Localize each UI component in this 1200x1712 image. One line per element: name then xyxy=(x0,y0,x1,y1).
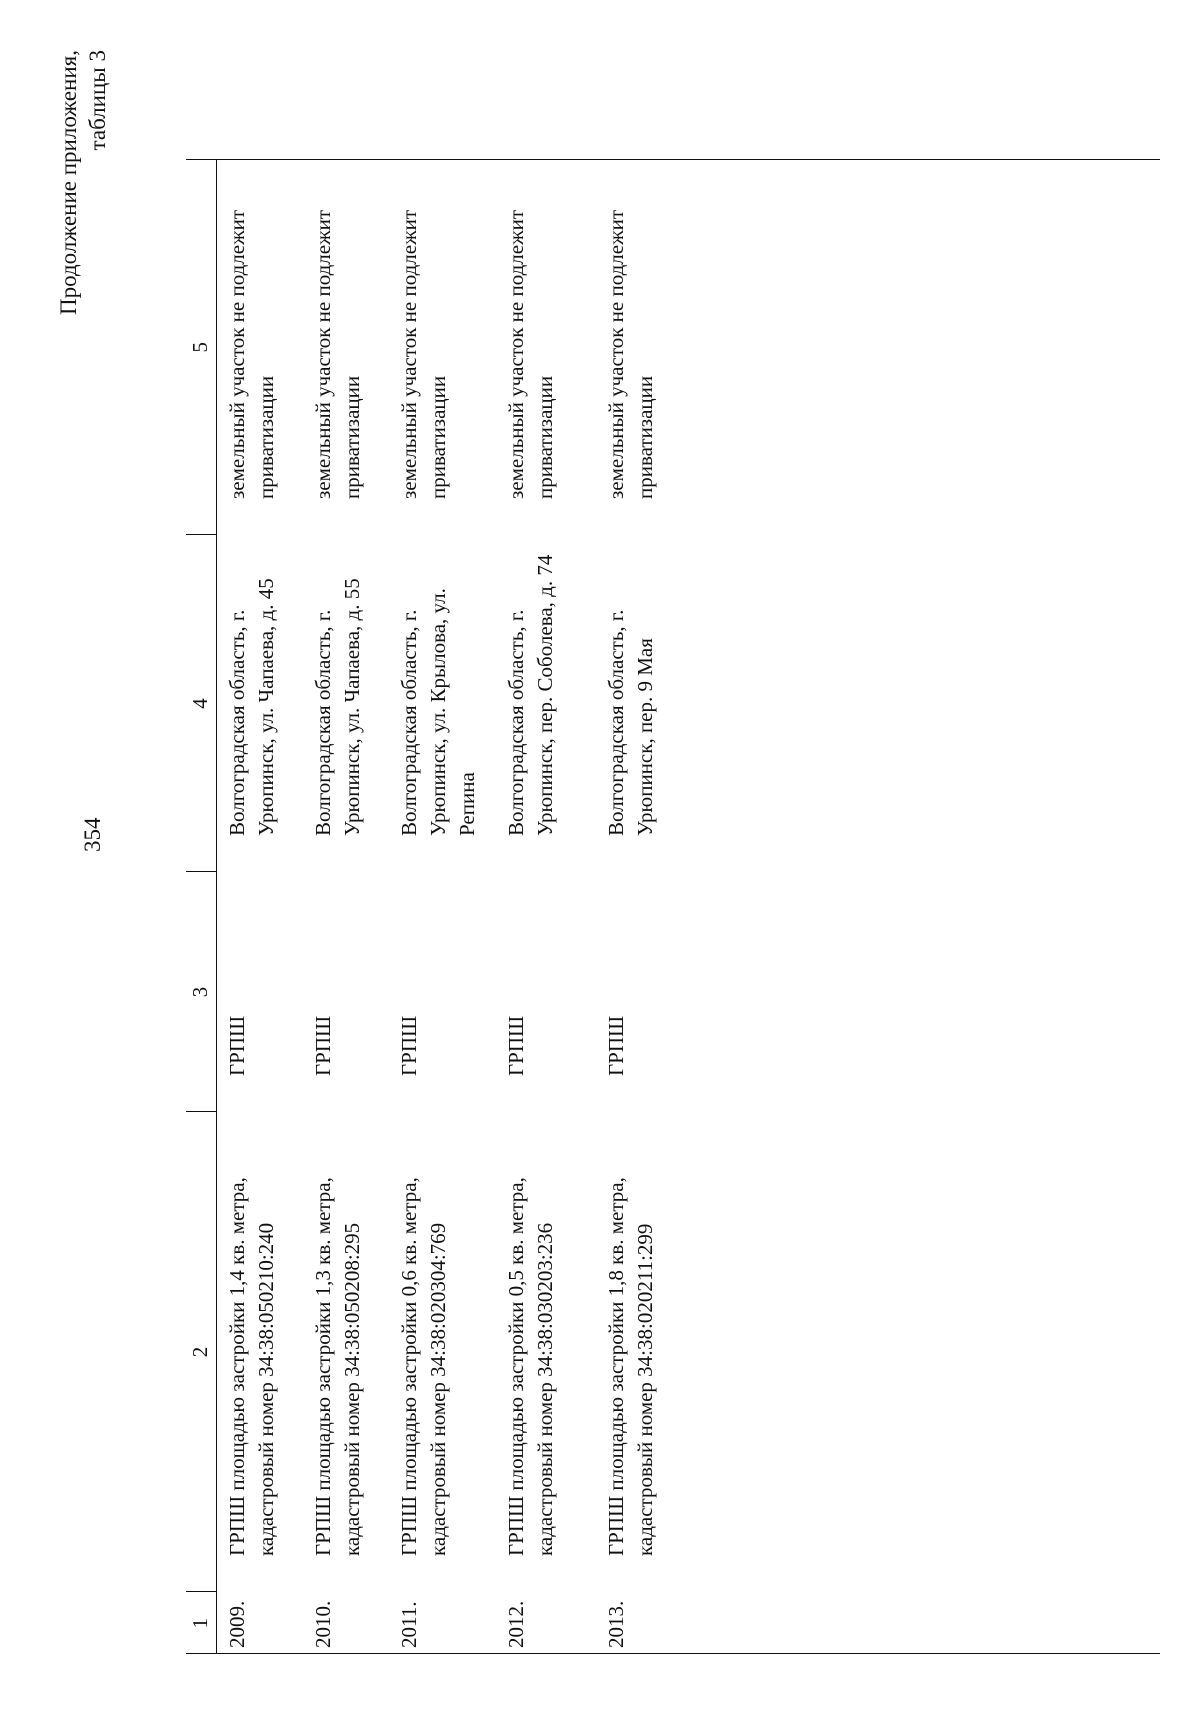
object-description: ГРПШ площадью застройки 1,8 кв. метра, кадастровый номер 34:38:020211:299 xyxy=(603,1177,657,1556)
row-number: 2011. xyxy=(396,1601,421,1648)
object-type: ГРПШ xyxy=(310,1015,335,1076)
object-type: ГРПШ xyxy=(396,1015,421,1076)
privatization-note: земельный участок не подлежит приватизации xyxy=(310,209,364,499)
column-number-1: 1 xyxy=(186,1592,217,1654)
column-number-4: 4 xyxy=(186,535,217,872)
object-type: ГРПШ xyxy=(225,1015,249,1076)
continuation-label: Продолжение приложения, таблицы 3 xyxy=(56,50,110,315)
column-number-3: 3 xyxy=(186,872,217,1112)
row-number: 2013. xyxy=(603,1600,628,1648)
table-left-border xyxy=(186,1653,1160,1654)
table-right-border xyxy=(186,159,1160,160)
object-description: ГРПШ площадью застройки 0,6 кв. метра, кадастровый номер 34:38:020304:769 xyxy=(396,1177,450,1556)
row-number: 2010. xyxy=(310,1600,335,1648)
table-row xyxy=(217,160,303,1654)
object-address: Волгоградская область, г. Урюпинск, ул. Чапаева, д. 55 xyxy=(310,578,364,836)
object-type: ГРПШ xyxy=(603,1015,628,1076)
register-table xyxy=(186,160,682,1654)
privatization-note: земельный участок не подлежит приватизации xyxy=(503,209,557,499)
page-number: 354 xyxy=(80,817,105,852)
object-description: ГРПШ площадью застройки 1,4 кв. метра, кадастровый номер 34:38:050210:240 xyxy=(225,1177,278,1556)
object-address: Волгоградская область, г. Урюпинск, ул. Крылова, ул. Репина xyxy=(396,588,479,836)
object-description: ГРПШ площадью застройки 1,3 кв. метра, кадастровый номер 34:38:050208:295 xyxy=(310,1177,364,1556)
column-number-2: 2 xyxy=(186,1112,217,1592)
table-row xyxy=(596,160,682,1654)
privatization-note: земельный участок не подлежит приватизации xyxy=(396,209,450,499)
table-row xyxy=(389,160,496,1654)
table-row xyxy=(303,160,389,1654)
row-number: 2009. xyxy=(225,1600,249,1648)
column-number-5: 5 xyxy=(186,160,217,535)
column-number-row xyxy=(186,160,217,1654)
table-row xyxy=(496,160,596,1654)
object-type: ГРПШ xyxy=(503,1015,528,1076)
object-address: Волгоградская область, г. Урюпинск, ул. Чапаева, д. 45 xyxy=(225,578,278,836)
object-description: ГРПШ площадью застройки 0,5 кв. метра, кадастровый номер 34:38:030203:236 xyxy=(503,1177,557,1556)
object-address: Волгоградская область, г. Урюпинск, пер. Соболева, д. 74 xyxy=(503,554,557,836)
privatization-note: земельный участок не подлежит приватизации xyxy=(225,209,278,499)
privatization-note: земельный участок не подлежит приватизации xyxy=(603,209,657,499)
row-number: 2012. xyxy=(503,1600,528,1648)
object-address: Волгоградская область, г. Урюпинск, пер. 9 Мая xyxy=(603,609,657,836)
